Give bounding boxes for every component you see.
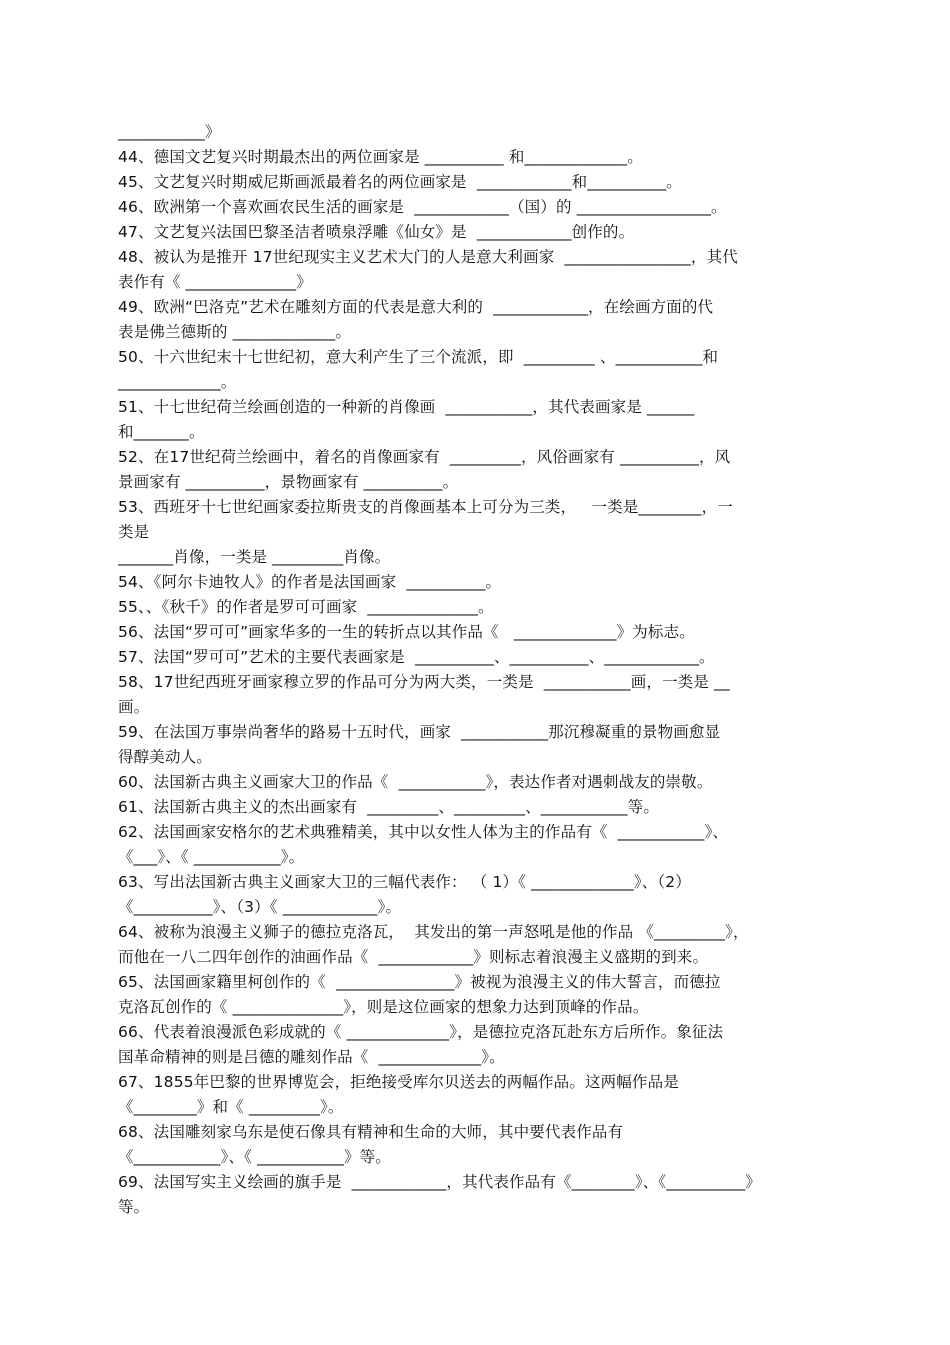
question-53-cont: 类是 [118,523,150,541]
question-62: 62、法国画家安格尔的艺术典雅精美，其中以女性人体为主的作品有《 ___________》、 [118,823,729,841]
question-59: 59、在法国万事崇尚奢华的路易十五时代，画家 ___________那沉穆凝重的景物画愈显 [118,723,721,741]
question-53-cont2: _______肖像，一类是 _________肖像。 [118,548,391,566]
question-68-cont: 《___________》、《 ___________》等。 [118,1148,391,1166]
text-line: ___________》 [118,123,221,141]
question-67-cont: 《________》和《 _________》。 [118,1098,344,1116]
question-54: 54、《阿尔卡迪牧人》的作者是法国画家 __________。 [118,573,502,591]
question-55: 55、、《秋千》的作者是罗可可画家 ______________。 [118,598,494,616]
question-51-cont: 和_______。 [118,423,205,441]
question-50: 50、十六世纪末十七世纪初，意大利产生了三个流派，即 _________ 、___________和 [118,348,719,366]
question-48-cont: 表作有《 ______________》 [118,273,312,291]
question-65: 65、法国画家籍里柯创作的《 _______________》被视为浪漫主义的伟大誓言，而德拉 [118,973,721,991]
question-53: 53、西班牙十七世纪画家委拉斯贵支的肖像画基本上可分为三类， 一类是________，一 [118,498,733,516]
question-45: 45、文艺复兴时期威尼斯画派最着名的两位画家是 ____________和__________。 [118,173,682,191]
question-46: 46、欧洲第一个喜欢画农民生活的画家是 ____________（国）的 _________________。 [118,198,727,216]
question-52: 52、在17世纪荷兰绘画中，着名的肖像画家有 _________，风俗画家有 __________，风 [118,448,731,466]
question-69-cont: 等。 [118,1198,150,1216]
question-58-cont: 画。 [118,698,150,716]
question-58: 58、17世纪西班牙画家穆立罗的作品可分为两大类，一类是 ___________画，一类是 __ [118,673,730,691]
question-63-cont: 《__________》、（3）《 ____________》。 [118,898,402,916]
question-66-cont: 国革命精神的则是吕德的雕刻作品《 _____________》。 [118,1048,505,1066]
question-48: 48、被认为是推开 17世纪现实主义艺术大门的人是意大利画家 ________________，其代 [118,248,738,266]
question-61: 61、法国新古典主义的杰出画家有 _________、_________、___________等。 [118,798,659,816]
question-63: 63、写出法国新古典主义画家大卫的三幅代表作： （ 1）《 _____________》、（2） [118,873,691,891]
question-62-cont: 《___》、《 ___________》。 [118,848,305,866]
question-47: 47、文艺复兴法国巴黎圣洁者喷泉浮雕《仙女》是 ____________创作的。 [118,223,635,241]
question-64-cont: 而他在一八二四年创作的油画作品《 ____________》则标志着浪漫主义盛期的到来。 [118,948,709,966]
question-49-cont: 表是佛兰德斯的 _____________。 [118,323,351,341]
question-69: 69、法国写实主义绘画的旗手是 ____________，其代表作品有《________》、《__________》 [118,1173,761,1191]
question-68: 68、法国雕刻家乌东是使石像具有精神和生命的大师，其中要代表作品有 [118,1123,624,1141]
question-59-cont: 得醇美动人。 [118,748,212,766]
question-67: 67、1855年巴黎的世界博览会，拒绝接受库尔贝送去的两幅作品。这两幅作品是 [118,1073,679,1091]
question-50-cont: _____________。 [118,373,237,391]
question-52-cont: 景画家有 __________，景物画家有 __________。 [118,473,459,491]
question-56: 56、法国“罗可可”画家华多的一生的转折点以其作品《 _____________》为标志。 [118,623,695,641]
question-66: 66、代表着浪漫派色彩成就的《 _____________》，是德拉克洛瓦赴东方后所作。象征法 [118,1023,724,1041]
question-60: 60、法国新古典主义画家大卫的作品《 ___________》，表达作者对遇刺战友的崇敬。 [118,773,713,791]
question-65-cont: 克洛瓦创作的《 ______________》，则是这位画家的想象力达到顶峰的作品。 [118,998,649,1016]
question-51: 51、十七世纪荷兰绘画创造的一种新的肖像画 ___________，其代表画家是 ______ [118,398,695,416]
question-57: 57、法国“罗可可”艺术的主要代表画家是 __________、__________、____________。 [118,648,715,666]
question-44: 44、德国文艺复兴时期最杰出的两位画家是 __________ 和_____________。 [118,148,643,166]
question-49: 49、欧洲“巴洛克”艺术在雕刻方面的代表是意大利的 ____________，在绘画方面的代 [118,298,714,316]
question-64: 64、被称为浪漫主义狮子的德拉克洛瓦， 其发出的第一声怒吼是他的作品 《_________》， [118,923,749,941]
